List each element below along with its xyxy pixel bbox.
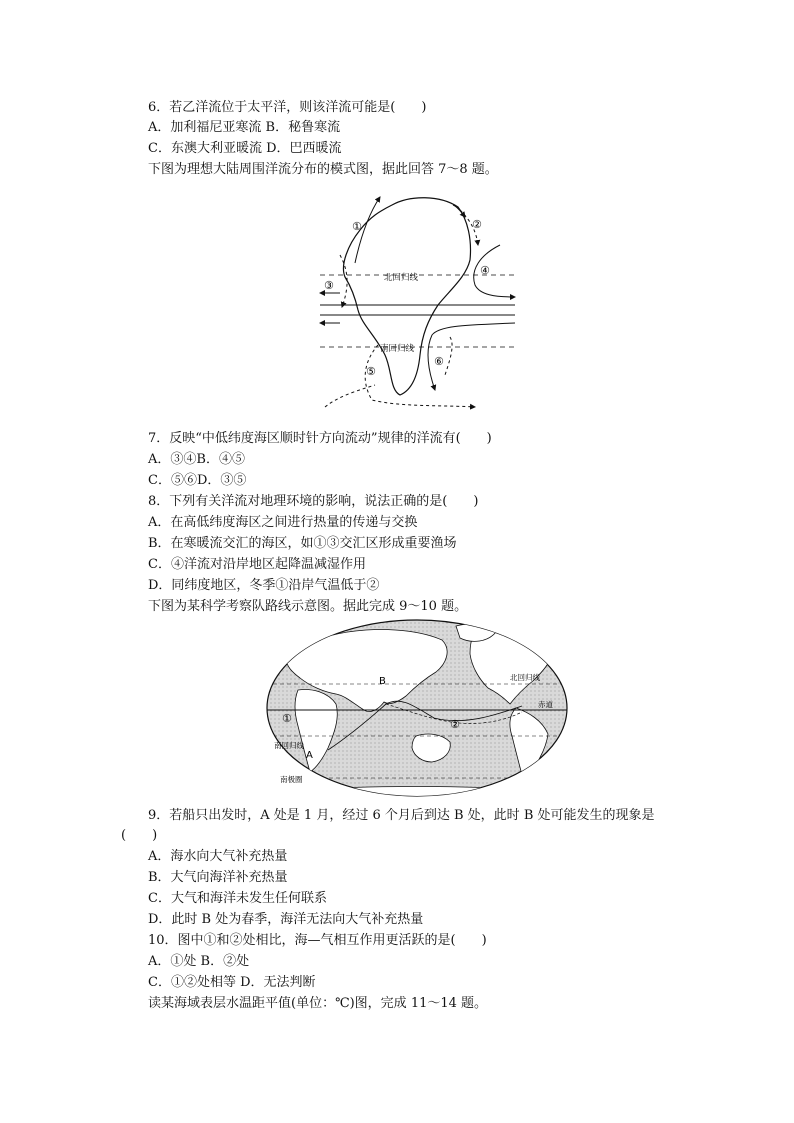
q10-stem: 10．图中①和②处相比，海—气相互作用更活跃的是( ) bbox=[148, 933, 487, 948]
ocean-current-model-figure bbox=[300, 185, 530, 420]
q7-options-ab: A．③④B．④⑤ bbox=[148, 452, 245, 467]
intro-7-8: 下图为理想大陆周围洋流分布的模式图，据此回答 7～8 题。 bbox=[148, 162, 498, 177]
q10-options-ab: A．①处 B．②处 bbox=[148, 954, 250, 969]
q6-stem: 6．若乙洋流位于太平洋，则该洋流可能是( ) bbox=[148, 100, 427, 115]
figure1-mark-2: ② bbox=[472, 218, 482, 231]
figure2-label-b: B bbox=[379, 676, 386, 687]
figure2-mark-2: ② bbox=[450, 718, 460, 731]
q8-option-b: B．在寒暖流交汇的海区，如①③交汇区形成重要渔场 bbox=[148, 536, 457, 551]
q9-option-a: A．海水向大气补充热量 bbox=[148, 849, 288, 864]
figure1-mark-4: ④ bbox=[480, 264, 490, 277]
figure1-mark-3: ③ bbox=[324, 279, 334, 292]
expedition-route-map bbox=[266, 618, 568, 800]
q9-stem-cont: ( ) bbox=[121, 828, 158, 843]
q10-options-cd: C．①②处相等 D．无法判断 bbox=[148, 975, 316, 990]
q9-option-b: B．大气向海洋补充热量 bbox=[148, 870, 288, 885]
figure1-label-south-tropic: 南回归线 bbox=[380, 344, 415, 354]
q7-options-cd: C．⑤⑥D．③⑤ bbox=[148, 473, 247, 488]
q8-option-a: A．在高低纬度海区之间进行热量的传递与交换 bbox=[148, 515, 418, 530]
intro-9-10: 下图为某科学考察队路线示意图。据此完成 9～10 题。 bbox=[148, 599, 468, 614]
q8-option-c: C．④洋流对沿岸地区起降温减湿作用 bbox=[148, 557, 366, 572]
figure1-mark-5: ⑤ bbox=[366, 365, 376, 378]
q8-stem: 8．下列有关洋流对地理环境的影响，说法正确的是( ) bbox=[148, 494, 479, 509]
figure2-label-a: A bbox=[306, 750, 313, 761]
q8-option-d: D．同纬度地区，冬季①沿岸气温低于② bbox=[148, 578, 380, 593]
continent-outline bbox=[343, 198, 470, 395]
q7-stem: 7．反映“中低纬度海区顺时针方向流动”规律的洋流有( ) bbox=[148, 431, 492, 446]
figure2-label-south-tropic: 南回归线 bbox=[274, 741, 304, 750]
q6-options-ab: A．加利福尼亚寒流 B．秘鲁寒流 bbox=[148, 120, 341, 135]
figure2-mark-1: ① bbox=[282, 712, 292, 725]
intro-11-14: 读某海域表层水温距平值(单位：℃)图，完成 11～14 题。 bbox=[148, 996, 488, 1011]
figure1-mark-1: ① bbox=[352, 220, 362, 233]
figure1-mark-6: ⑥ bbox=[434, 355, 444, 368]
figure1-label-north-tropic: 北回归线 bbox=[384, 273, 419, 283]
q9-stem: 9．若船只出发时，A 处是 1 月，经过 6 个月后到达 B 处，此时 B 处可能发生的现象是 bbox=[148, 808, 655, 823]
q9-option-d: D．此时 B 处为春季，海洋无法向大气补充热量 bbox=[148, 912, 424, 927]
q9-option-c: C．大气和海洋未发生任何联系 bbox=[148, 891, 327, 906]
figure2-label-north-tropic: 北回归线 bbox=[510, 673, 540, 682]
figure2-label-antarctic: 南极圈 bbox=[280, 775, 303, 784]
q6-options-cd: C．东澳大利亚暖流 D．巴西暖流 bbox=[148, 141, 342, 156]
figure2-label-equator: 赤道 bbox=[538, 700, 553, 709]
